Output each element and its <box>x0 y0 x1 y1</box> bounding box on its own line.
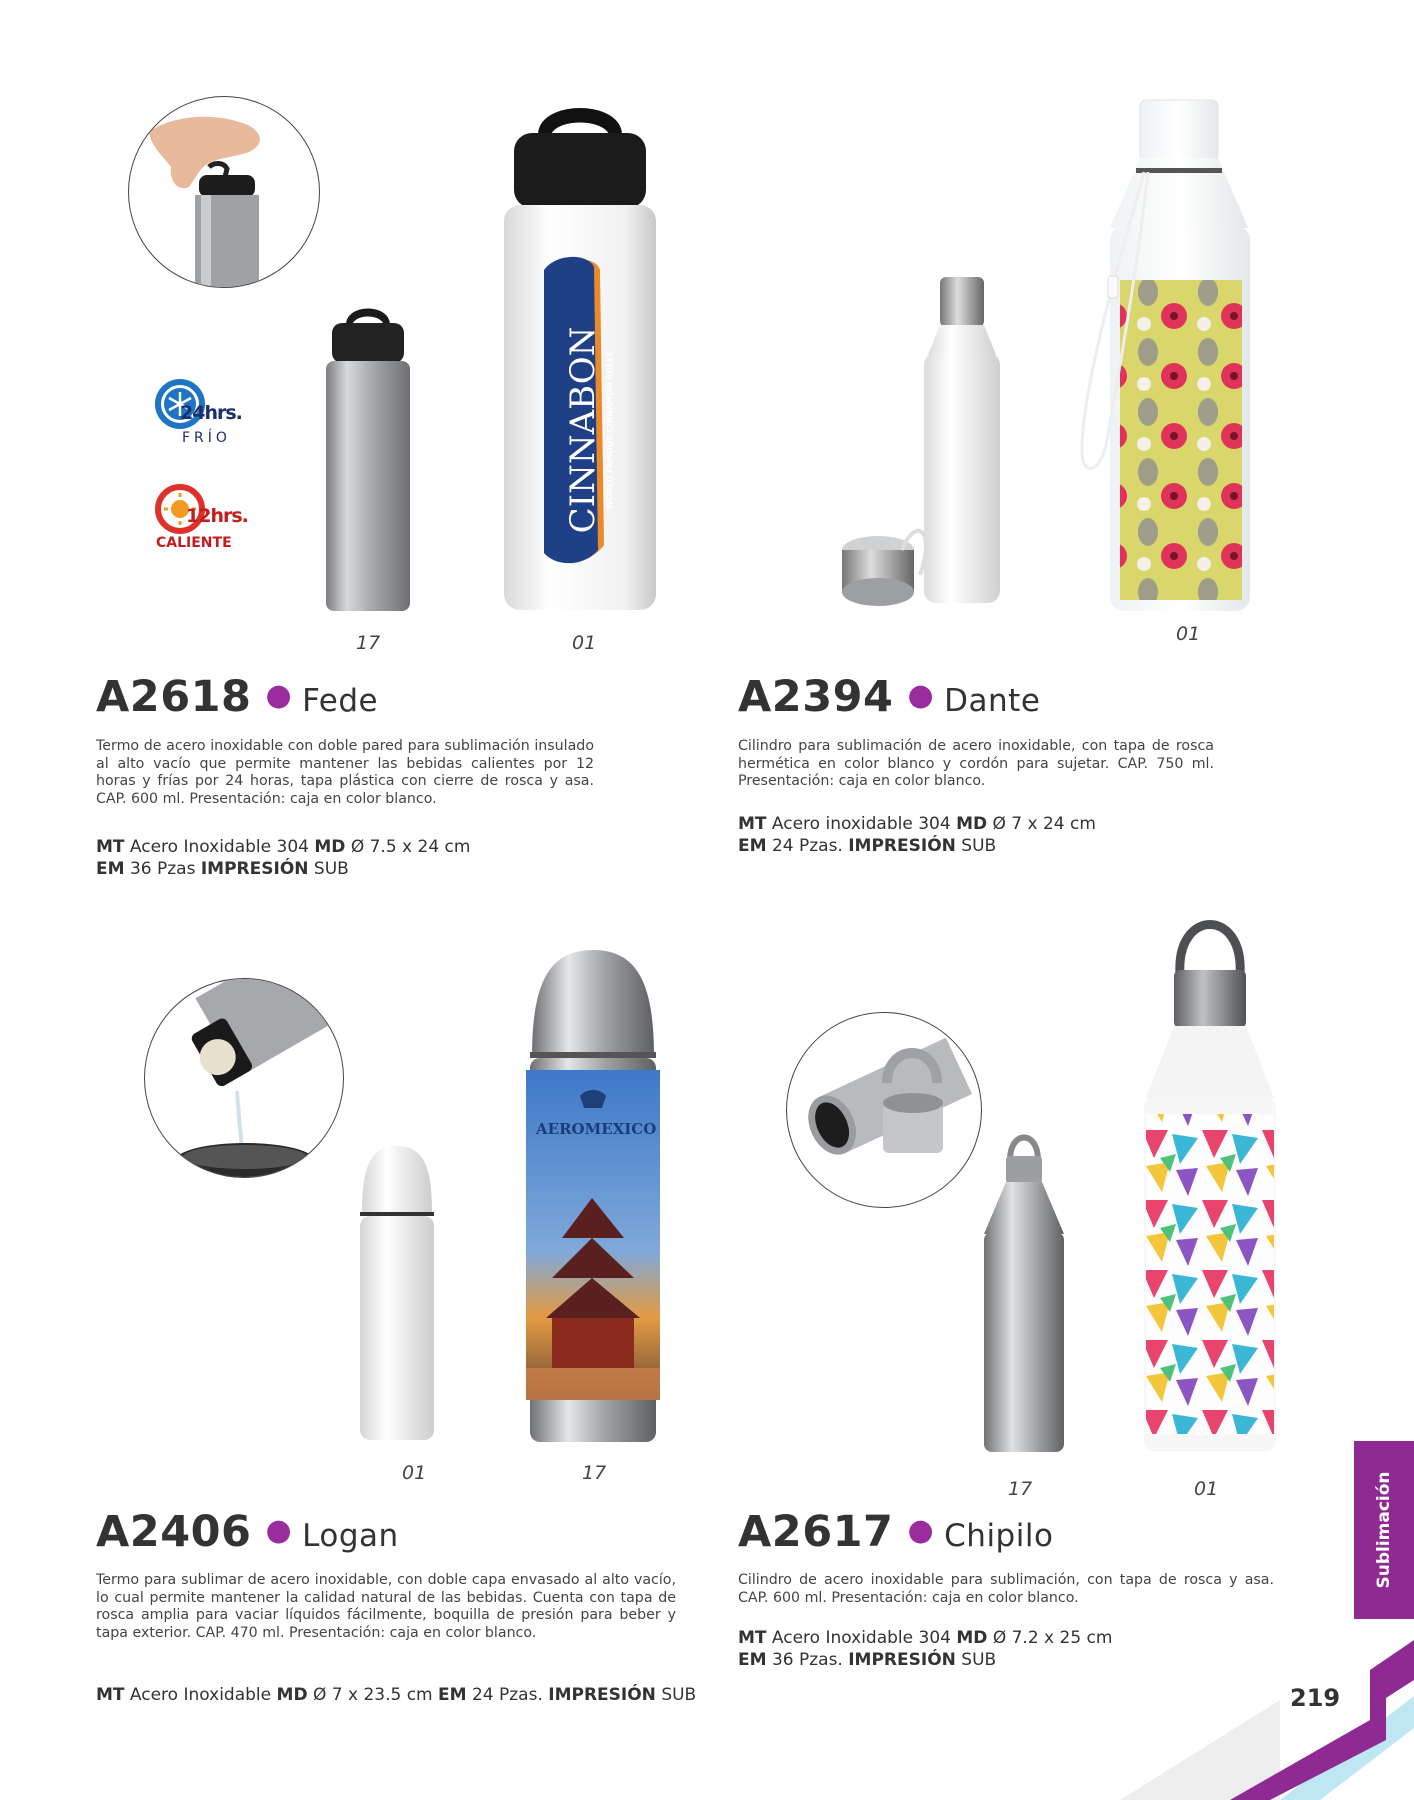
variant-code: 01 <box>572 632 597 654</box>
steel-bottle-17 <box>976 1134 1072 1456</box>
bullet-dot: ● <box>907 1513 935 1548</box>
spec-packaging: 36 Pzas <box>129 859 196 879</box>
product-title <box>96 672 378 722</box>
spec-dimensions: Ø 7.2 x 25 cm <box>992 1628 1113 1648</box>
corner-decoration <box>1080 1640 1414 1800</box>
spec-packaging: 36 Pzas. <box>771 1650 843 1670</box>
floral-bottle-01 <box>1074 96 1274 616</box>
spec-packaging: 24 Pzas. <box>771 836 843 856</box>
product-code: A2394 <box>738 672 894 722</box>
section-tab <box>1354 1441 1414 1619</box>
spec-print: SUB <box>661 1685 697 1705</box>
product-name: Fede <box>302 683 379 719</box>
product-code: A2406 <box>96 1507 252 1557</box>
product-title <box>96 1507 399 1557</box>
spec-print: SUB <box>313 859 349 879</box>
badge-hot-value: 12hrs. <box>186 505 248 527</box>
spec-print: SUB <box>961 836 997 856</box>
badge-cold-value: 24hrs. <box>180 402 242 424</box>
spec-material: Acero Inoxidable 304 <box>771 1628 951 1648</box>
bottle-caps-illustration <box>787 1013 981 1207</box>
product-specs: MT Acero Inoxidable 304 MD Ø 7.2 x 25 cm EM 36 Pzas. IMPRESIÓN SUB <box>738 1628 1113 1670</box>
pouring-thermos-illustration <box>145 979 343 1177</box>
detail-circle-caps <box>786 1012 982 1208</box>
cinnabon-logo-text: CINNABON <box>563 326 603 534</box>
product-name: Chipilo <box>944 1518 1054 1554</box>
product-specs: MT Acero Inoxidable 304 MD Ø 7.5 x 24 cm EM 36 Pzas IMPRESIÓN SUB <box>96 837 471 879</box>
product-description: Termo de acero inoxidable con doble pared para sublimación insulado al alto vacío que permite mantener las bebidas calientes por 12 horas y frías por 24 horas, tapa plástica con cierre de rosca y asa. CAP. 600 ml. Presentación: caja en color blanco. <box>96 738 594 807</box>
spec-material: Acero inoxidable 304 <box>771 814 951 834</box>
page-number: 219 <box>1290 1684 1341 1712</box>
product-code: A2617 <box>738 1507 894 1557</box>
spec-dimensions: Ø 7 x 23.5 cm <box>312 1685 433 1705</box>
product-description: Termo para sublimar de acero inoxidable, con doble capa envasado al alto vacío, lo cual permite mantener la calidad natural de las bebidas. Cuenta con tapa de rosca amplia para vaciar líquidos fácilmente, boquilla de presión para beber y tapa exterior. CAP. 470 ml. Presentación: caja en color blanco. <box>96 1572 676 1641</box>
spec-packaging: 24 Pzas. <box>471 1685 543 1705</box>
section-tab-label: Sublimación <box>1374 1471 1394 1589</box>
product-title <box>738 1507 1053 1557</box>
white-thermos-01 <box>352 1146 442 1444</box>
product-specs: MT Acero inoxidable 304 MD Ø 7 x 24 cm EM 24 Pzas. IMPRESIÓN SUB <box>738 814 1096 856</box>
triangle-pattern-bottle-01 <box>1140 918 1280 1456</box>
cinnabon-tagline: WORLD FAMOUS CINNAMON ROLLS <box>605 350 615 510</box>
spec-material: Acero Inoxidable 304 <box>129 837 309 857</box>
product-description: Cilindro de acero inoxidable para sublimación, con tapa de rosca y asa. CAP. 600 ml. Presentación: caja en color blanco. <box>738 1572 1274 1606</box>
bullet-dot: ● <box>265 1513 293 1548</box>
detail-circle-hand <box>128 96 320 288</box>
hand-holding-bottle-illustration <box>129 97 319 287</box>
detail-circle-pour <box>144 978 344 1178</box>
aeromexico-thermos-17 <box>522 948 664 1446</box>
badge-12hrs-hot <box>152 483 262 555</box>
spec-material: Acero Inoxidable <box>129 1685 272 1705</box>
product-description: Cilindro para sublimación de acero inoxidable, con tapa de rosca hermética en color blanco y cordón para sujetar. CAP. 750 ml. Presentación: caja en color blanco. <box>738 738 1214 789</box>
product-specs: MT Acero Inoxidable MD Ø 7 x 23.5 cm EM 24 Pzas. IMPRESIÓN SUB <box>96 1685 697 1705</box>
spec-dimensions: Ø 7 x 24 cm <box>992 814 1096 834</box>
bullet-dot: ● <box>907 678 935 713</box>
badge-24hrs-cold <box>152 378 252 450</box>
product-title <box>738 672 1040 722</box>
variant-code: 01 <box>402 1462 427 1484</box>
bullet-dot: ● <box>265 678 293 713</box>
aeromexico-logo-text: AEROMEXICO <box>536 1120 657 1138</box>
badge-hot-label: CALIENTE <box>156 535 232 551</box>
spec-dimensions: Ø 7.5 x 24 cm <box>350 837 471 857</box>
product-code: A2618 <box>96 672 252 722</box>
variant-code: 17 <box>582 1462 607 1484</box>
product-name: Logan <box>302 1518 399 1554</box>
product-name: Dante <box>944 683 1041 719</box>
white-bottle-with-cap <box>836 275 1036 610</box>
spec-print: SUB <box>961 1650 997 1670</box>
variant-code: 17 <box>1008 1478 1033 1500</box>
variant-code: 17 <box>356 632 381 654</box>
variant-code: 01 <box>1176 623 1201 645</box>
steel-bottle-17 <box>318 305 418 615</box>
variant-code: 01 <box>1194 1478 1219 1500</box>
badge-cold-label: FRÍO <box>182 430 231 446</box>
